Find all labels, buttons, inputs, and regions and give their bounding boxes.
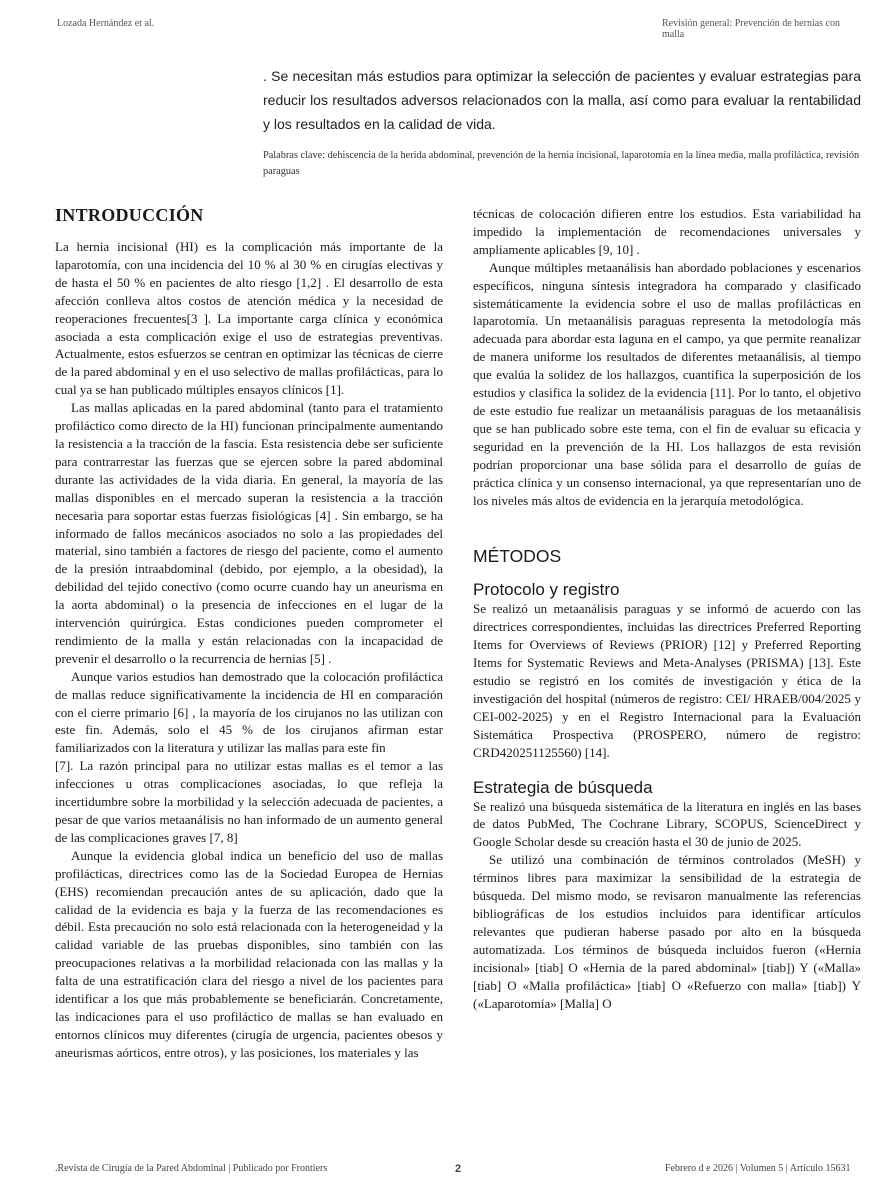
intro-paragraph-3: Aunque varios estudios han demostrado que la colocación profiláctica de mallas reduce significativamente la incidencia de HI en comparación con el cierre primario [6] , la mayoría de los cirujanos no las utilizan con este fin. Además, solo el 45 % de los cirujanos afirman estar familiarizados con la literatura y utilizar las mallas para este fin <box>55 668 443 756</box>
introduction-heading: INTRODUCCIÓN <box>55 205 204 225</box>
intro-paragraph-1: La hernia incisional (HI) es la complicación más importante de la laparotomía, con una incidencia del 10 % al 30 % en cirugías electivas y de hasta el 50 % en pacientes de alto riesgo [1,2] . El desarrollo de esta afección conlleva altos costos de atención médica y la necesidad de reoperaciones frecuentes[3 ]. La importante carga clínica y económica asociada a esta complicación exige el uso de estrategias preventivas. Actualmente, estos esfuerzos se centran en optimizar las técnicas de cierre de la pared abdominal y en el uso selectivo de mallas profilácticas, para lo cual ya se han publicado múltiples ensayos clínicos [1]. <box>55 239 443 398</box>
intro-paragraph-4-continued: técnicas de colocación difieren entre los estudios. Esta variabilidad ha impedido la implementación de recomendaciones universales y ampliamente aplicables [9, 10] . <box>473 206 861 257</box>
keywords: Palabras clave: dehiscencia de la herida abdominal, prevención de la hernia incisional, laparotomía en la línea media, malla profiláctica, revisión paraguas <box>263 150 860 177</box>
abstract-conclusion: . Se necesitan más estudios para optimizar la selección de pacientes y evaluar estrategias para reducir los resultados adversos relacionados con la malla, así como para evaluar la rentabilidad y los resultados en la calidad de vida. <box>263 68 861 132</box>
page-number: 2 <box>455 1163 462 1175</box>
protocol-heading: Protocolo y registro <box>473 580 620 600</box>
footer-issue: Febrero d e 2026 | Volumen 5 | Artículo 15631 <box>665 1163 851 1174</box>
search-paragraph-2: Se utilizó una combinación de términos controlados (MeSH) y términos libres para maximizar la sensibilidad de la estrategia de búsqueda. Del mismo modo, se revisaron manualmente las referencias bibliográficas de los estudios incluidos para identificar artículos relevantes que pudieran haberse pasado por alto en la búsqueda automatizada. Los términos de búsqueda incluidos fueron («Hernia incisional» [tiab] O «Hernia de la pared abdominal» [tiab]) Y («Malla» [tiab] O «Malla profiláctica» [tiab] O «Refuerzo con malla» [tiab]) Y («Laparotomía» [Malla] O <box>473 852 861 1011</box>
intro-paragraph-5: Aunque múltiples metaanálisis han abordado poblaciones y escenarios específicos, ninguna síntesis integradora ha comparado y clasificado sistemáticamente la evidencia sobre el uso de mallas profilácticas en laparotomía. Un metaanálisis paraguas representa la metodología más adecuada para abordar esta laguna en el campo, ya que permite reanalizar de manera uniforme los resultados de diferentes metaanálisis, al tiempo que evalúa la solidez de los hallazgos, cuantifica la superposición de los estudios y clasifica la solidez de la evidencia [11]. Por lo tanto, el objetivo de este estudio fue realizar un metaanálisis paraguas de los metaanálisis que se han publicado sobre este tema, con el fin de evaluar su eficacia y seguridad en la prevención de la HI. Los hallazgos de esta revisión podrían proporcionar una base sólida para el desarrollo de guías de práctica clínica y un consenso internacional, ya que representarían uno de los niveles más altos de evidencia en la jerarquía metodológica. <box>473 259 861 508</box>
footer-journal: .Revista de Cirugía de la Pared Abdominal | Publicado por Frontiers <box>55 1163 328 1174</box>
right-column <box>473 205 861 1012</box>
methods-heading: MÉTODOS <box>473 546 562 567</box>
protocol-paragraph: Se realizó un metaanálisis paraguas y se informó de acuerdo con las directrices correspondientes, incluidas las directrices Preferred Reporting Items for Overviews of Reviews (PRIOR) [12] y Preferred Reporting Items for Systematic Reviews and Meta-Analyses (PRISMA) [13]. Este estudio se registró en los comités de investigación y ética de la investigación del hospital (números de registro: CEI/ HRAEB/004/2025 y CEI-002-2025) y en el Registro Internacional para la Evaluación Sistemática Prospectiva (PROSPERO, número de registro: CRD420251125560) [14]. <box>473 601 861 760</box>
left-column <box>55 203 443 1062</box>
running-header-title: Revisión general: Prevención de hernias con malla <box>662 18 840 40</box>
running-header-authors: Lozada Hernández et al. <box>57 18 155 29</box>
search-paragraph-1: Se realizó una búsqueda sistemática de la literatura en inglés en las bases de datos PubMed, The Cochrane Library, SCOPUS, ScienceDirect y Google Scholar desde su creación hasta el 30 de junio de 2025. <box>473 798 861 850</box>
intro-paragraph-2: Las mallas aplicadas en la pared abdominal (tanto para el tratamiento profiláctico como directo de la HI) funcionan principalmente aumentando la resistencia a la tracción de la fascia. Esta resistencia debe ser suficiente para contrarrestar las fuerzas que se ejercen sobre la pared abdominal durante las actividades de la vida diaria. En general, la mayoría de las mallas disponibles en el mercado superan la resistencia a la tracción necesaria para soportar estas fuerzas fisiológicas [4] . Sin embargo, se ha informado de fallos mecánicos asociados no solo a las propiedades del material, sino también a factores de riesgo del paciente, como el aumento de la presión intraabdominal (debido, por ejemplo, a la obesidad), la debilidad del tejido conectivo (como ocurre cuando hay un aneurisma en la aorta abdominal) o la presencia de infecciones en el lugar de la intervención quirúrgica. Estas condiciones pueden comprometer el rendimiento de la malla y están relacionadas con la incapacidad de prevenir el desarrollo o la recurrencia de hernias [5] . <box>55 400 443 666</box>
intro-paragraph-4: Aunque la evidencia global indica un beneficio del uso de mallas profilácticas, directrices como las de la Sociedad Europea de Hernias (EHS) recomiendan precaución antes de su aplicación, dado que la calidad de la evidencia es baja y la fuerza de las recomendaciones es débil. Esta precaución no solo está relacionada con la heterogeneidad y la calidad variable de las pruebas disponibles, sino también con las preocupaciones relativas a la morbilidad relacionada con las mallas y la falta de una estratificación clara del riesgo a nivel de los pacientes para identificar a los que más probablemente se beneficiarán. Concretamente, las indicaciones para el uso profiláctico de mallas se han evaluado en entornos clínicos muy diferentes (cirugía de urgencia, pacientes obesos y aneurismas aórticos, entre otros), y las posiciones, los materiales y las <box>55 847 443 1060</box>
search-strategy-heading: Estrategia de búsqueda <box>473 777 653 797</box>
intro-paragraph-3-continued: [7]. La razón principal para no utilizar estas mallas es el temor a las infecciones u otras complicaciones asociadas, lo que refleja la incertidumbre sobre la morbilidad y la selección adecuada de pacientes, a pesar de que varios metaanálisis no han informado de un aumento general de las complicaciones graves [7, 8] <box>55 758 443 845</box>
